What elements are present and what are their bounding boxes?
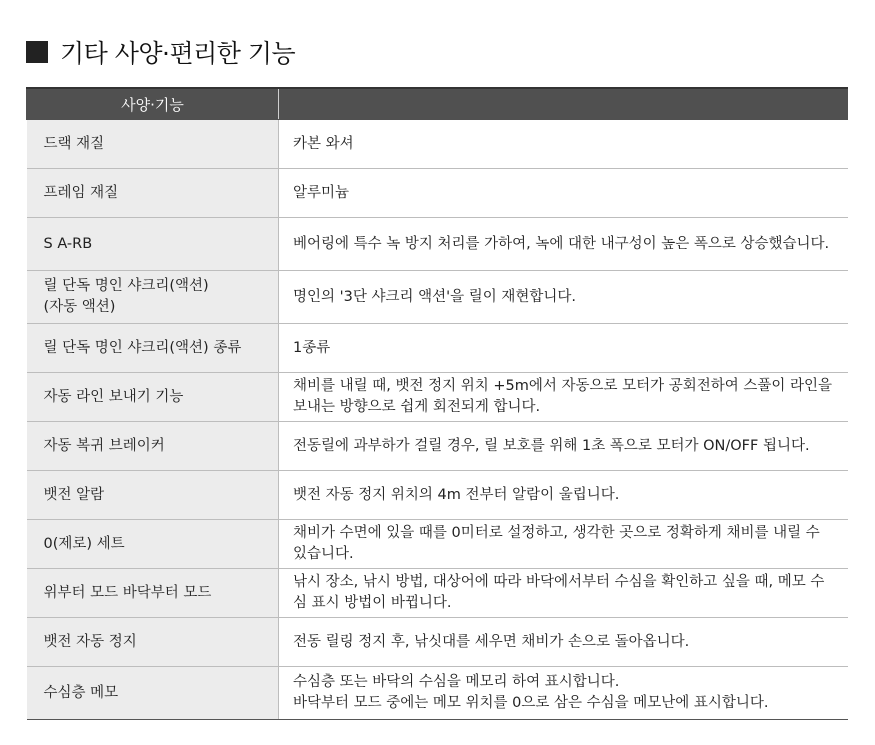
spec-label: 자동 라인 보내기 기능	[27, 373, 279, 422]
spec-value: 수심층 또는 바닥의 수심을 메모리 하여 표시합니다. 바닥부터 모드 중에는 메모 위치를 0으로 삼은 수심을 메모난에 표시합니다.	[279, 667, 848, 720]
section-title-text: 기타 사양·편리한 기능	[60, 39, 296, 68]
spec-label: 자동 복귀 브레이커	[27, 422, 279, 471]
spec-value: 명인의 '3단 샤크리 액션'을 릴이 재현합니다.	[279, 271, 848, 324]
spec-table	[26, 87, 848, 720]
section-title	[26, 34, 295, 70]
spec-label: 드랙 재질	[27, 120, 279, 169]
table-row	[27, 373, 848, 422]
spec-value: 채비가 수면에 있을 때를 0미터로 설정하고, 생각한 곳으로 정확하게 채비를 내릴 수 있습니다.	[279, 520, 848, 569]
table-row	[27, 324, 848, 373]
table-row	[27, 569, 848, 618]
table-row	[27, 271, 848, 324]
table-row	[27, 169, 848, 218]
spec-value: 낚시 장소, 낚시 방법, 대상어에 따라 바닥에서부터 수심을 확인하고 싶을 때, 메모 수심 표시 방법이 바뀝니다.	[279, 569, 848, 618]
spec-value: 베어링에 특수 녹 방지 처리를 가하여, 녹에 대한 내구성이 높은 폭으로 상승했습니다.	[279, 218, 848, 271]
spec-value: 전동 릴링 정지 후, 낚싯대를 세우면 채비가 손으로 돌아옵니다.	[279, 618, 848, 667]
spec-value: 카본 와셔	[279, 120, 848, 169]
spec-label: 프레임 재질	[27, 169, 279, 218]
header-spec-function: 사양·기능	[27, 88, 279, 120]
table-row	[27, 520, 848, 569]
spec-value: 전동릴에 과부하가 걸릴 경우, 릴 보호를 위해 1초 폭으로 모터가 ON/OFF 됩니다.	[279, 422, 848, 471]
spec-value: 알루미늄	[279, 169, 848, 218]
spec-value: 뱃전 자동 정지 위치의 4m 전부터 알람이 울립니다.	[279, 471, 848, 520]
table-row	[27, 422, 848, 471]
spec-label: S A-RB	[27, 218, 279, 271]
header-blank	[279, 88, 848, 120]
spec-label: 릴 단독 명인 샤크리(액션) 종류	[27, 324, 279, 373]
table-header-row	[27, 88, 848, 120]
spec-label: 릴 단독 명인 샤크리(액션) (자동 액션)	[27, 271, 279, 324]
square-bullet-icon	[26, 41, 48, 63]
spec-label: 위부터 모드 바닥부터 모드	[27, 569, 279, 618]
table-row	[27, 218, 848, 271]
table-row	[27, 667, 848, 720]
spec-value: 채비를 내릴 때, 뱃전 정지 위치 +5m에서 자동으로 모터가 공회전하여 스풀이 라인을 보내는 방향으로 쉽게 회전되게 합니다.	[279, 373, 848, 422]
spec-label: 뱃전 자동 정지	[27, 618, 279, 667]
spec-label: 뱃전 알람	[27, 471, 279, 520]
table-row	[27, 618, 848, 667]
table-row	[27, 471, 848, 520]
table-row	[27, 120, 848, 169]
spec-value: 1종류	[279, 324, 848, 373]
spec-label: 0(제로) 세트	[27, 520, 279, 569]
spec-label: 수심층 메모	[27, 667, 279, 720]
